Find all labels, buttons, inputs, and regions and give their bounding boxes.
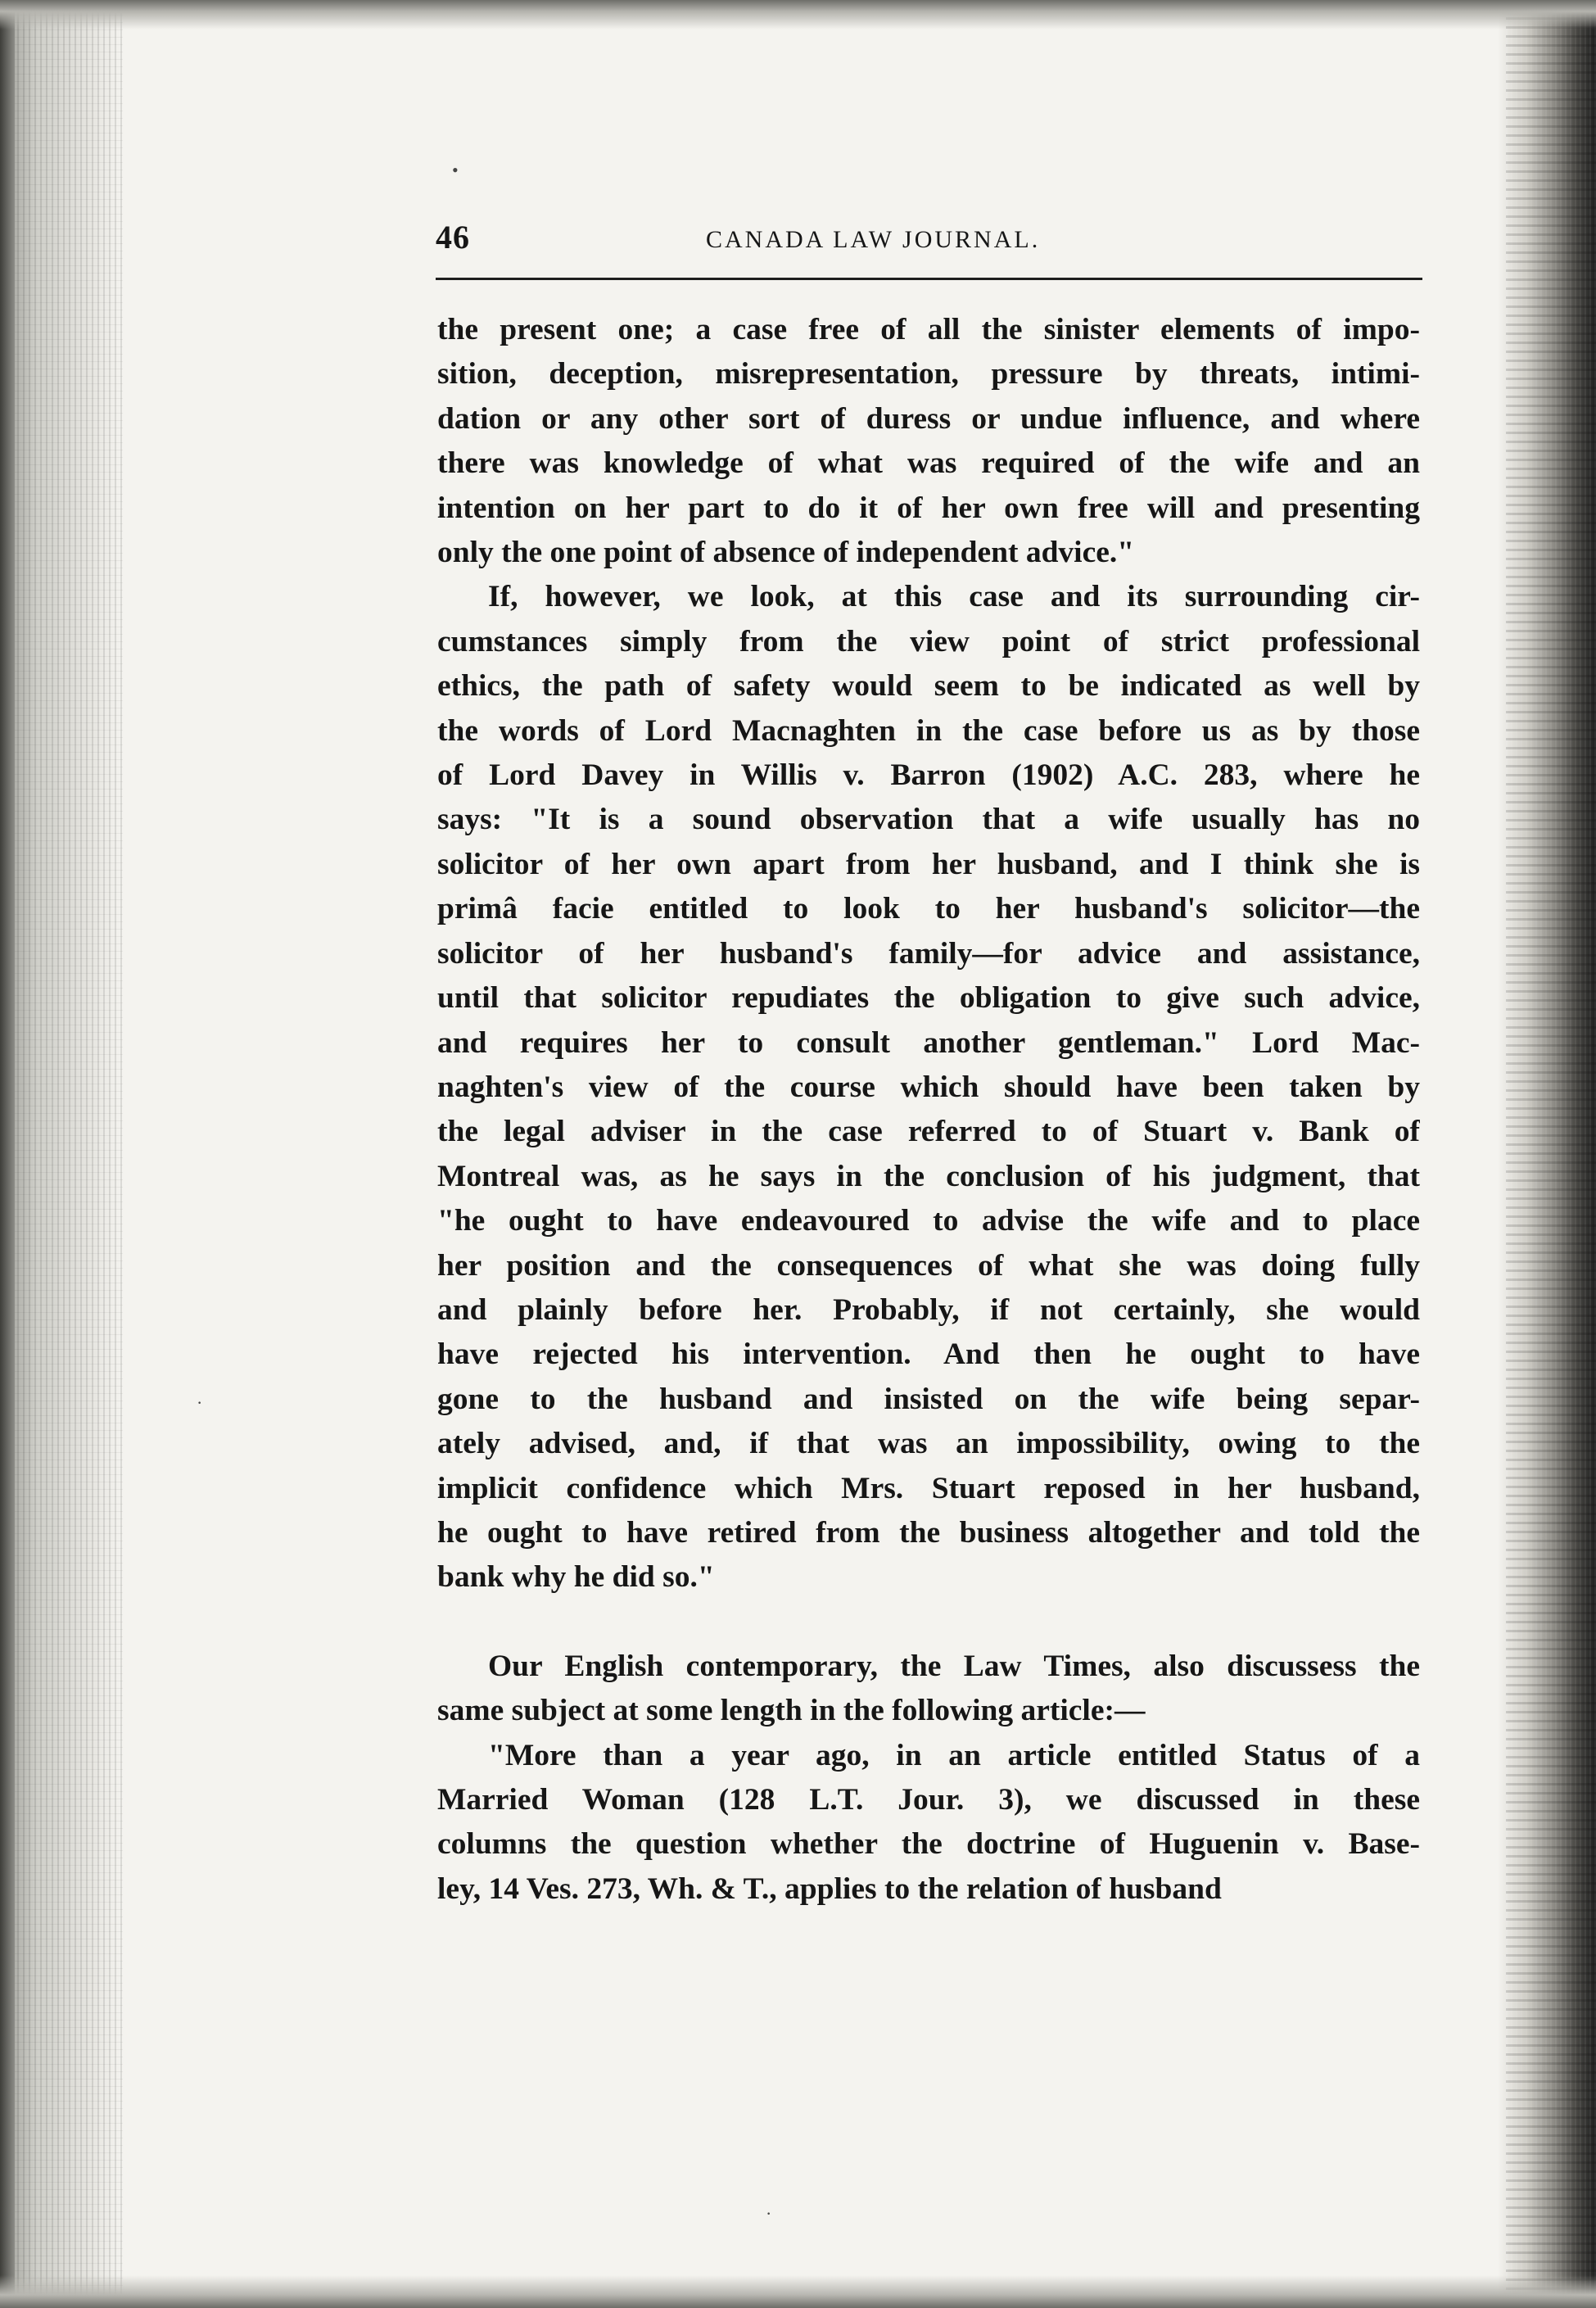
text-line: "he ought to have endeavoured to advise the wife and to place (437, 1204, 1420, 1238)
text-line: only the one point of absence of independent advice." (437, 536, 1135, 570)
text-line: and requires her to consult another gentleman." Lord Mac- (437, 1025, 1420, 1060)
text-line: columns the question whether the doctrine of Huguenin v. Base- (437, 1827, 1420, 1862)
text-line: the present one; a case free of all the sinister elements of impo- (437, 313, 1420, 346)
page-number: 46 (436, 219, 470, 256)
text-line: he ought to have retired from the business altogether and told the (437, 1515, 1420, 1550)
text-line: have rejected his intervention. And then he ought to have (437, 1337, 1420, 1372)
journal-title: CANADA LAW JOURNAL. (706, 226, 1041, 253)
text-line: ley, 14 Ves. 273, Wh. & T., applies to the relation of husband (437, 1871, 1222, 1906)
text-line: Our English contemporary, the Law Times, also discussess the (488, 1649, 1420, 1683)
text-line: dation or any other sort of duress or undue influence, and where (437, 401, 1420, 436)
scan-bottom-edge (0, 2275, 1596, 2308)
text-line: and plainly before her. Probably, if not certainly, she would (437, 1292, 1420, 1327)
paragraph-gap (437, 1600, 1420, 1645)
text-line: If, however, we look, at this case and its surrounding cir- (488, 580, 1420, 614)
text-line: bank why he did so." (437, 1560, 715, 1595)
scan-speck: · (197, 1392, 203, 1413)
paragraph (437, 1734, 1420, 1912)
text-line: ately advised, and, if that was an impossibility, owing to the (437, 1427, 1420, 1461)
header-rule (436, 278, 1422, 280)
text-line: "More than a year ago, in an article entitled Status of a (488, 1738, 1420, 1772)
text-line: intention on her part to do it of her own free will and presenting (437, 491, 1420, 525)
paragraph (437, 1645, 1420, 1734)
text-line: naghten's view of the course which should have been taken by (437, 1070, 1420, 1104)
text-line: her position and the consequences of what she was doing fully (437, 1248, 1420, 1283)
text-line: says: "It is a sound observation that a wife usually has no (437, 803, 1420, 837)
text-line: gone to the husband and insisted on the wife being separ- (437, 1382, 1420, 1416)
scan-left-margin (0, 0, 123, 2308)
running-head (436, 218, 1422, 259)
text-line: the legal adviser in the case referred to of Stuart v. Bank of (437, 1115, 1420, 1149)
body-text (437, 308, 1420, 1912)
scan-top-edge (0, 0, 1596, 29)
text-line: cumstances simply from the view point of strict professional (437, 624, 1420, 658)
text-line: until that solicitor repudiates the obligation to give such advice, (437, 981, 1420, 1016)
text-line: solicitor of her husband's family—for advice and assistance, (437, 936, 1420, 971)
text-line: sition, deception, misrepresentation, pressure by threats, intimi- (437, 357, 1420, 391)
text-line: implicit confidence which Mrs. Stuart reposed in her husband, (437, 1471, 1420, 1505)
text-line: there was knowledge of what was required of the wife and an (437, 446, 1420, 481)
text-line: primâ facie entitled to look to her husband's solicitor—the (437, 892, 1420, 926)
text-line: solicitor of her own apart from her husband, and I think she is (437, 847, 1420, 881)
scan-right-edge-texture (1506, 0, 1596, 2308)
text-line: same subject at some length in the following article:— (437, 1694, 1146, 1728)
paragraph (437, 575, 1420, 1600)
scan-speck: • (452, 160, 459, 180)
scan-speck: · (766, 2203, 772, 2224)
paragraph (437, 308, 1420, 575)
scan-left-edge (0, 0, 15, 2308)
text-line: ethics, the path of safety would seem to be indicated as well by (437, 669, 1420, 704)
text-line: Married Woman (128 L.T. Jour. 3), we discussed in these (437, 1783, 1420, 1817)
text-line: Montreal was, as he says in the conclusion of his judgment, that (437, 1159, 1420, 1193)
text-line: the words of Lord Macnaghten in the case before us as by those (437, 713, 1420, 748)
text-line: of Lord Davey in Willis v. Barron (1902) A.C. 283, where he (437, 758, 1420, 793)
